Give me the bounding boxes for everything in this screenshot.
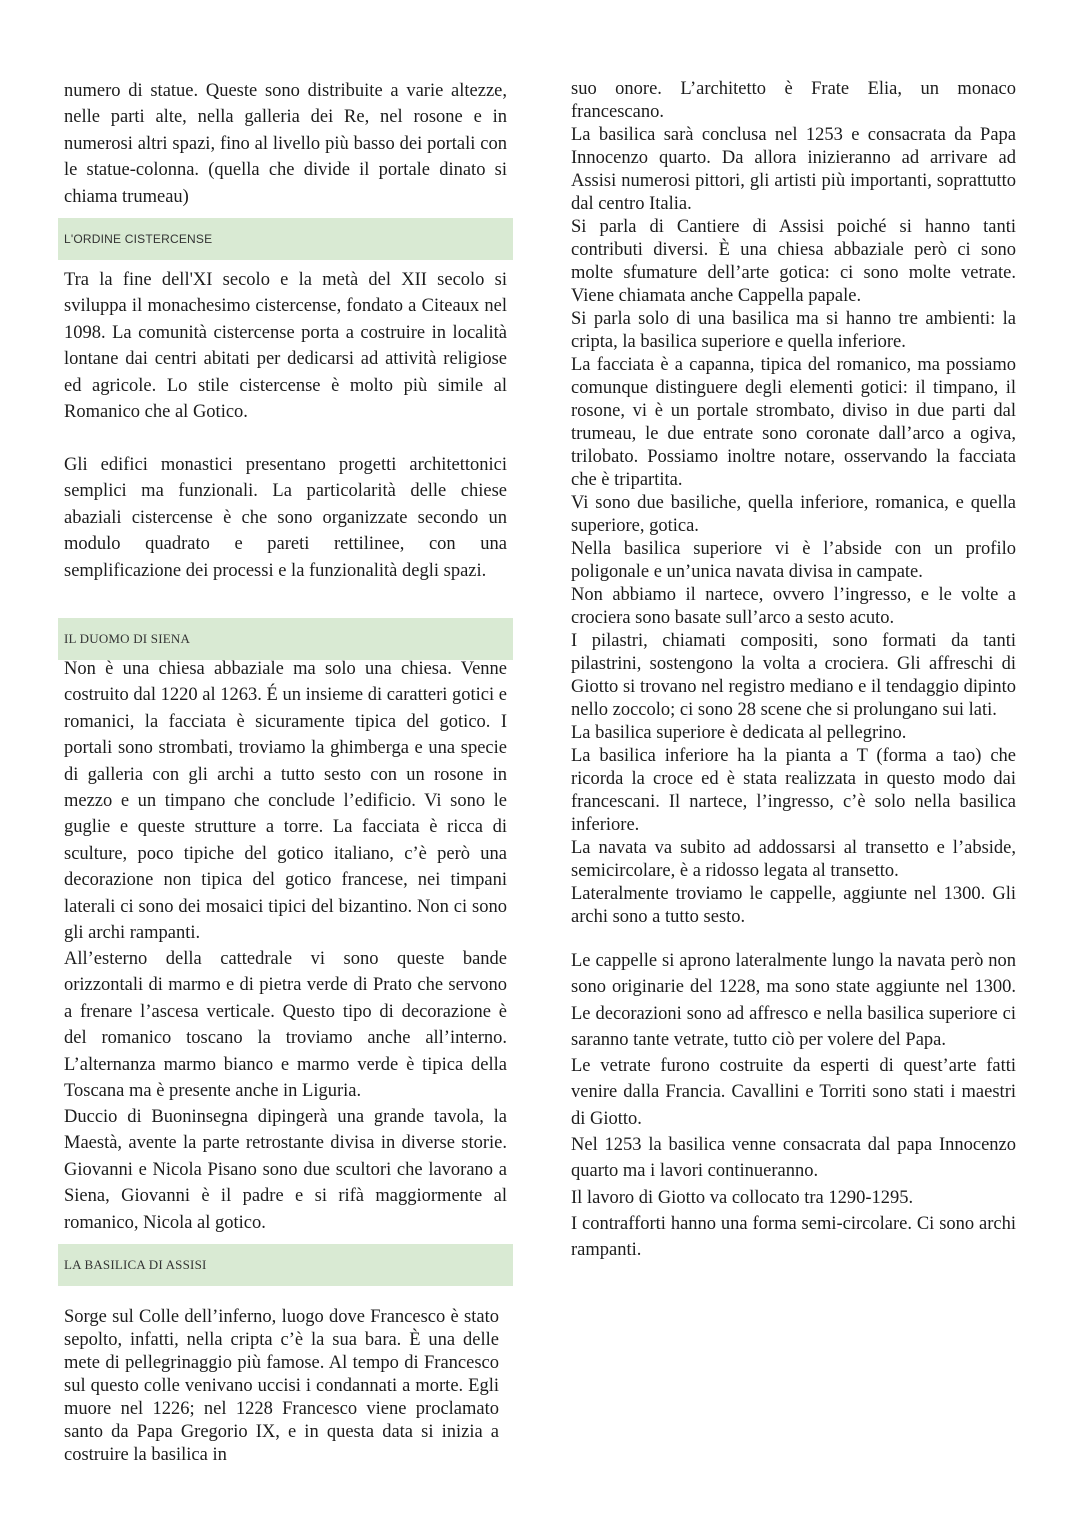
assisi-decorations: Le cappelle si aprono lateralmente lungo la navata però non sono originarie del 1228, ma sono state aggiunte nel 1300. Le decorazioni sono ad affresco e nella basilica superiore ci saranno tante vetrate, tutto ciò per volere del Papa. Le vetrate furono costruite da esperti di quest’arte fatti venire dalla Francia. Cavallini e Torriti sono stati i maestri di Giotto. Nel 1253 la basilica venne consacrata dal papa Innocenzo quarto ma i lavori continueranno. Il lavoro di Giotto va collocato tra 1290-1295. I contrafforti hanno una forma semi-circolare. Ci sono archi rampanti. [571,951,1016,1261]
section-heading-siena [58,618,513,660]
cistercian-heading: L'ORDINE CISTERCENSE [64,232,213,246]
siena-paragraph-2: All’esterno della cattedrale vi sono queste bande orizzontali di marmo e di pietra verde di Prato che servono a frenare l’ascesa verticale. Questo tipo di decorazione è del romanico toscano la troviamo anche all’interno. L’alternanza marmo bianco e marmo verde è tipica della Toscana ma è presente anche in Liguria. [64,949,507,1102]
assisi-heading: LA BASILICA DI ASSISI [64,1257,207,1272]
intro-paragraph: numero di statue. Queste sono distribuite a varie altezze, nelle parti alte, nella galleria dei Re, nel rosone e in numerosi altri spazi, fino al livello più basso dei portali con le statue-colonna. (quella che divide il portale dinato si chiama trumeau) [64,81,507,207]
section-heading-assisi [58,1244,513,1286]
siena-paragraph-1: Non è una chiesa abbaziale ma solo una chiesa. Venne costruito dal 1220 al 1263. É un insieme di caratteri gotici e romanici, la facciata è sicuramente tipica del gotico. I portali sono strombati, troviamo la ghimberga e una specie di galleria con gli archi a tutto sesto con un rosone in mezzo e un timpano che conclude l’edificio. Vi sono le guglie e queste strutture a torre. La facciata è ricca di sculture, poco tipiche del gotico italiano, c’è però una decorazione non tipica del gotico francese, nei timpani laterali ci sono dei mosaici tipici del bizantino. Non ci sono gli archi rampanti. [64,659,507,944]
assisi-paragraph-1: Sorge sul Colle dell’inferno, luogo dove Francesco è stato sepolto, infatti, nella cripta c’è la sua bara. È una delle mete di pellegrinaggio più famose. Al tempo di Francesco sul questo colle venivano uccisi i condannati a morte. Egli muore nel 1226; nel 1228 Francesco viene proclamato santo da Papa Gregorio IX, e in questa data si inizia a costruire la basilica in [64,1307,499,1465]
section-heading-cistercian [58,218,513,260]
siena-heading: IL DUOMO DI SIENA [64,631,191,646]
cistercian-paragraph-1: Tra la fine dell'XI secolo e la metà del XII secolo si sviluppa il monachesimo cistercense, fondato a Citeaux nel 1098. La comunità cistercense porta a costruire in località lontane dai centri abitati per dedicarsi ad attività religiose ed agricole. Lo stile cistercense è molto più simile al Romanico che al Gotico. [64,270,507,423]
assisi-continuation: suo onore. L’architetto è Frate Elia, un monaco francescano. La basilica sarà conclusa nel 1253 e consacrata da Papa Innocenzo quarto. Da allora inizieranno ad arrivare ad Assisi numerosi pittori, gli artisti più importanti, soprattutto dal centro Italia. Si parla di Cantiere di Assisi poiché si hanno tanti contributi diversi. È una chiesa abbaziale però ci sono molte sfumature dell’arte gotica: ci sono molte vetrate. Viene chiamata anche Cappella papale. Si parla solo di una basilica ma si hanno tre ambienti: la cripta, la basilica superiore e quella inferiore. La facciata è a capanna, tipica del romanico, ma possiamo comunque distinguere degli elementi gotici: il timpano, il rosone, vi è un portale strombato, diviso in due parti dal trumeau, le due entrate sono coronate dall’arco a ogiva, trilobato. Possiamo inoltre notare, osservando la facciata che è tripartita. Vi sono due basiliche, quella inferiore, romanica, e quella superiore, gotica. Nella basilica superiore vi è l’abside con un profilo poligonale e un’unica navata divisa in campate. Non abbiamo il nartece, ovvero l’ingresso, e le volte a crociera sono basate sull’arco a sesto acuto. I pilastri, chiamati compositi, sono formati da tanti pilastrini, sostengono la volta a crociera. Gli affreschi di Giotto si trovano nel registro mediano e il tendaggio dipinto nello zoccolo; ci sono 28 scene che si prolungano sui lati. La basilica superiore è dedicata al pellegrino. La basilica inferiore ha la pianta a T (forma a tao) che ricorda la croce ed è stata realizzata in questo modo dai francescani. Il nartece, l’ingresso, c’è solo nella basilica inferiore. La navata va subito ad addossarsi al transetto e l’abside, semicircolare, è a ridosso legata al transetto. Lateralmente troviamo le cappelle, aggiunte nel 1300. Gli archi sono a tutto sesto. [571,79,1016,927]
cistercian-paragraph-2: Gli edifici monastici presentano progetti architettonici semplici ma funzionali. La particolarità delle chiese abaziali cistercense è che sono organizzate secondo un modulo quadrato e pareti rettilinee, con una semplificazione dei processi e la funzionalità degli spazi. [64,455,507,581]
siena-paragraph-3: Duccio di Buoninsegna dipingerà una grande tavola, la Maestà, avente la parte retrostante divisa in diverse storie. Giovanni e Nicola Pisano sono due scultori che lavorano a Siena, Giovanni è il padre e si rifà maggiormente al romanico, Nicola al gotico. [64,1107,507,1233]
